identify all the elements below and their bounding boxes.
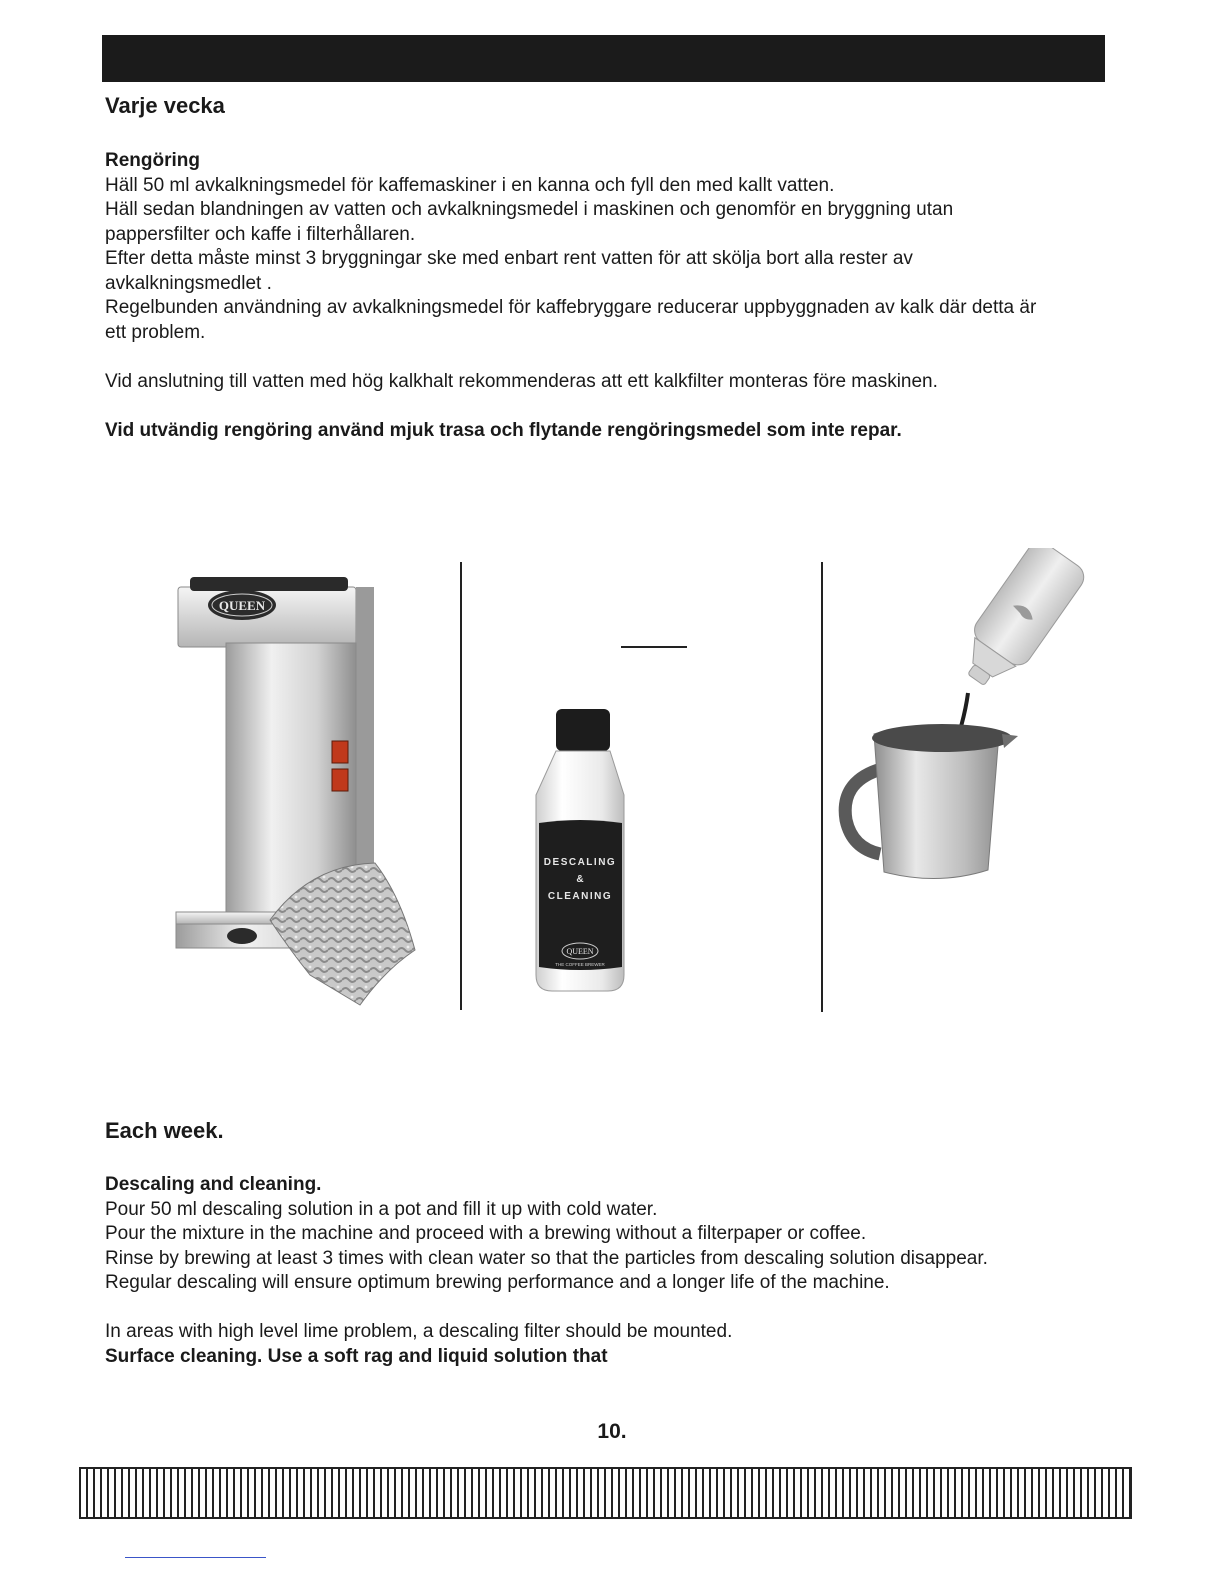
warmer-switch-icon bbox=[332, 769, 348, 791]
bottle-logo-text: QUEEN bbox=[566, 947, 594, 956]
instruction-line: avkalkningsmedlet . bbox=[105, 272, 272, 294]
instruction-line: Häll sedan blandningen av vatten och avkalkningsmedel i maskinen och genomför en bryggning utan bbox=[105, 199, 954, 220]
tilted-bottle-icon bbox=[950, 548, 1088, 698]
separator-line bbox=[621, 646, 687, 648]
page-number: 10. bbox=[597, 1420, 627, 1443]
section-heading: Varje vecka bbox=[105, 93, 225, 118]
instruction-line: Efter detta måste minst 3 bryggningar ske med enbart rent vatten för att skölja bort alla rester av bbox=[105, 248, 913, 269]
instruction-line: Häll 50 ml avkalkningsmedel för kaffemaskiner i en kanna och fyll den med kallt vatten. bbox=[105, 174, 835, 196]
jug-handle-icon bbox=[845, 770, 880, 854]
section-subheading: Descaling and cleaning. bbox=[105, 1174, 322, 1195]
lime-note: In areas with high level lime problem, a descaling filter should be mounted. bbox=[105, 1321, 733, 1342]
bottle-label-line: DESCALING bbox=[543, 857, 617, 868]
coffee-machine-illustration bbox=[160, 565, 450, 1015]
bottle-label-line: CLEANING bbox=[547, 891, 613, 902]
divider bbox=[821, 562, 823, 1012]
instruction-line: Rinse by brewing at least 3 times with clean water so that the particles from descaling solution disappear. bbox=[105, 1247, 988, 1269]
instruction-line: pappersfilter och kaffe i filterhållaren. bbox=[105, 223, 416, 245]
bottle-cap-icon bbox=[556, 709, 610, 751]
surface-note: Surface cleaning. Use a soft rag and liquid solution that bbox=[105, 1345, 608, 1367]
surface-note: Vid utvändig rengöring använd mjuk trasa och flytande rengöringsmedel som inte repar. bbox=[105, 419, 902, 441]
lime-note: Vid anslutning till vatten med hög kalkhalt rekommenderas att ett kalkfilter monteras före maskinen. bbox=[105, 370, 938, 392]
instruction-line: Pour the mixture in the machine and proceed with a brewing without a filterpaper or coffee. bbox=[105, 1223, 867, 1244]
instruction-line: Pour 50 ml descaling solution in a pot and fill it up with cold water. bbox=[105, 1198, 658, 1220]
instruction-line: ett problem. bbox=[105, 321, 206, 343]
header-bar bbox=[102, 35, 1105, 82]
bottle-tagline: THE COFFEE BREWER bbox=[555, 962, 605, 967]
power-switch-icon bbox=[332, 741, 348, 763]
divider bbox=[460, 562, 462, 1010]
english-section bbox=[105, 1119, 1115, 1369]
machine-logo-text: QUEEN bbox=[218, 598, 266, 613]
footer-rule bbox=[125, 1557, 266, 1558]
section-subheading: Rengöring bbox=[105, 150, 200, 171]
swedish-section bbox=[105, 94, 1115, 443]
bottle-label-line: & bbox=[576, 874, 584, 885]
instruction-line: Regelbunden användning av avkalkningsmedel för kaffebryggare reducerar uppbyggnaden av kalk där detta är bbox=[105, 297, 1037, 318]
footer-stripe-bar bbox=[79, 1467, 1132, 1519]
pouring-jug-illustration bbox=[838, 548, 1088, 888]
instruction-line: Regular descaling will ensure optimum brewing performance and a longer life of the machine. bbox=[105, 1272, 890, 1293]
section-heading: Each week. bbox=[105, 1118, 224, 1143]
descaling-bottle-illustration bbox=[530, 705, 630, 995]
